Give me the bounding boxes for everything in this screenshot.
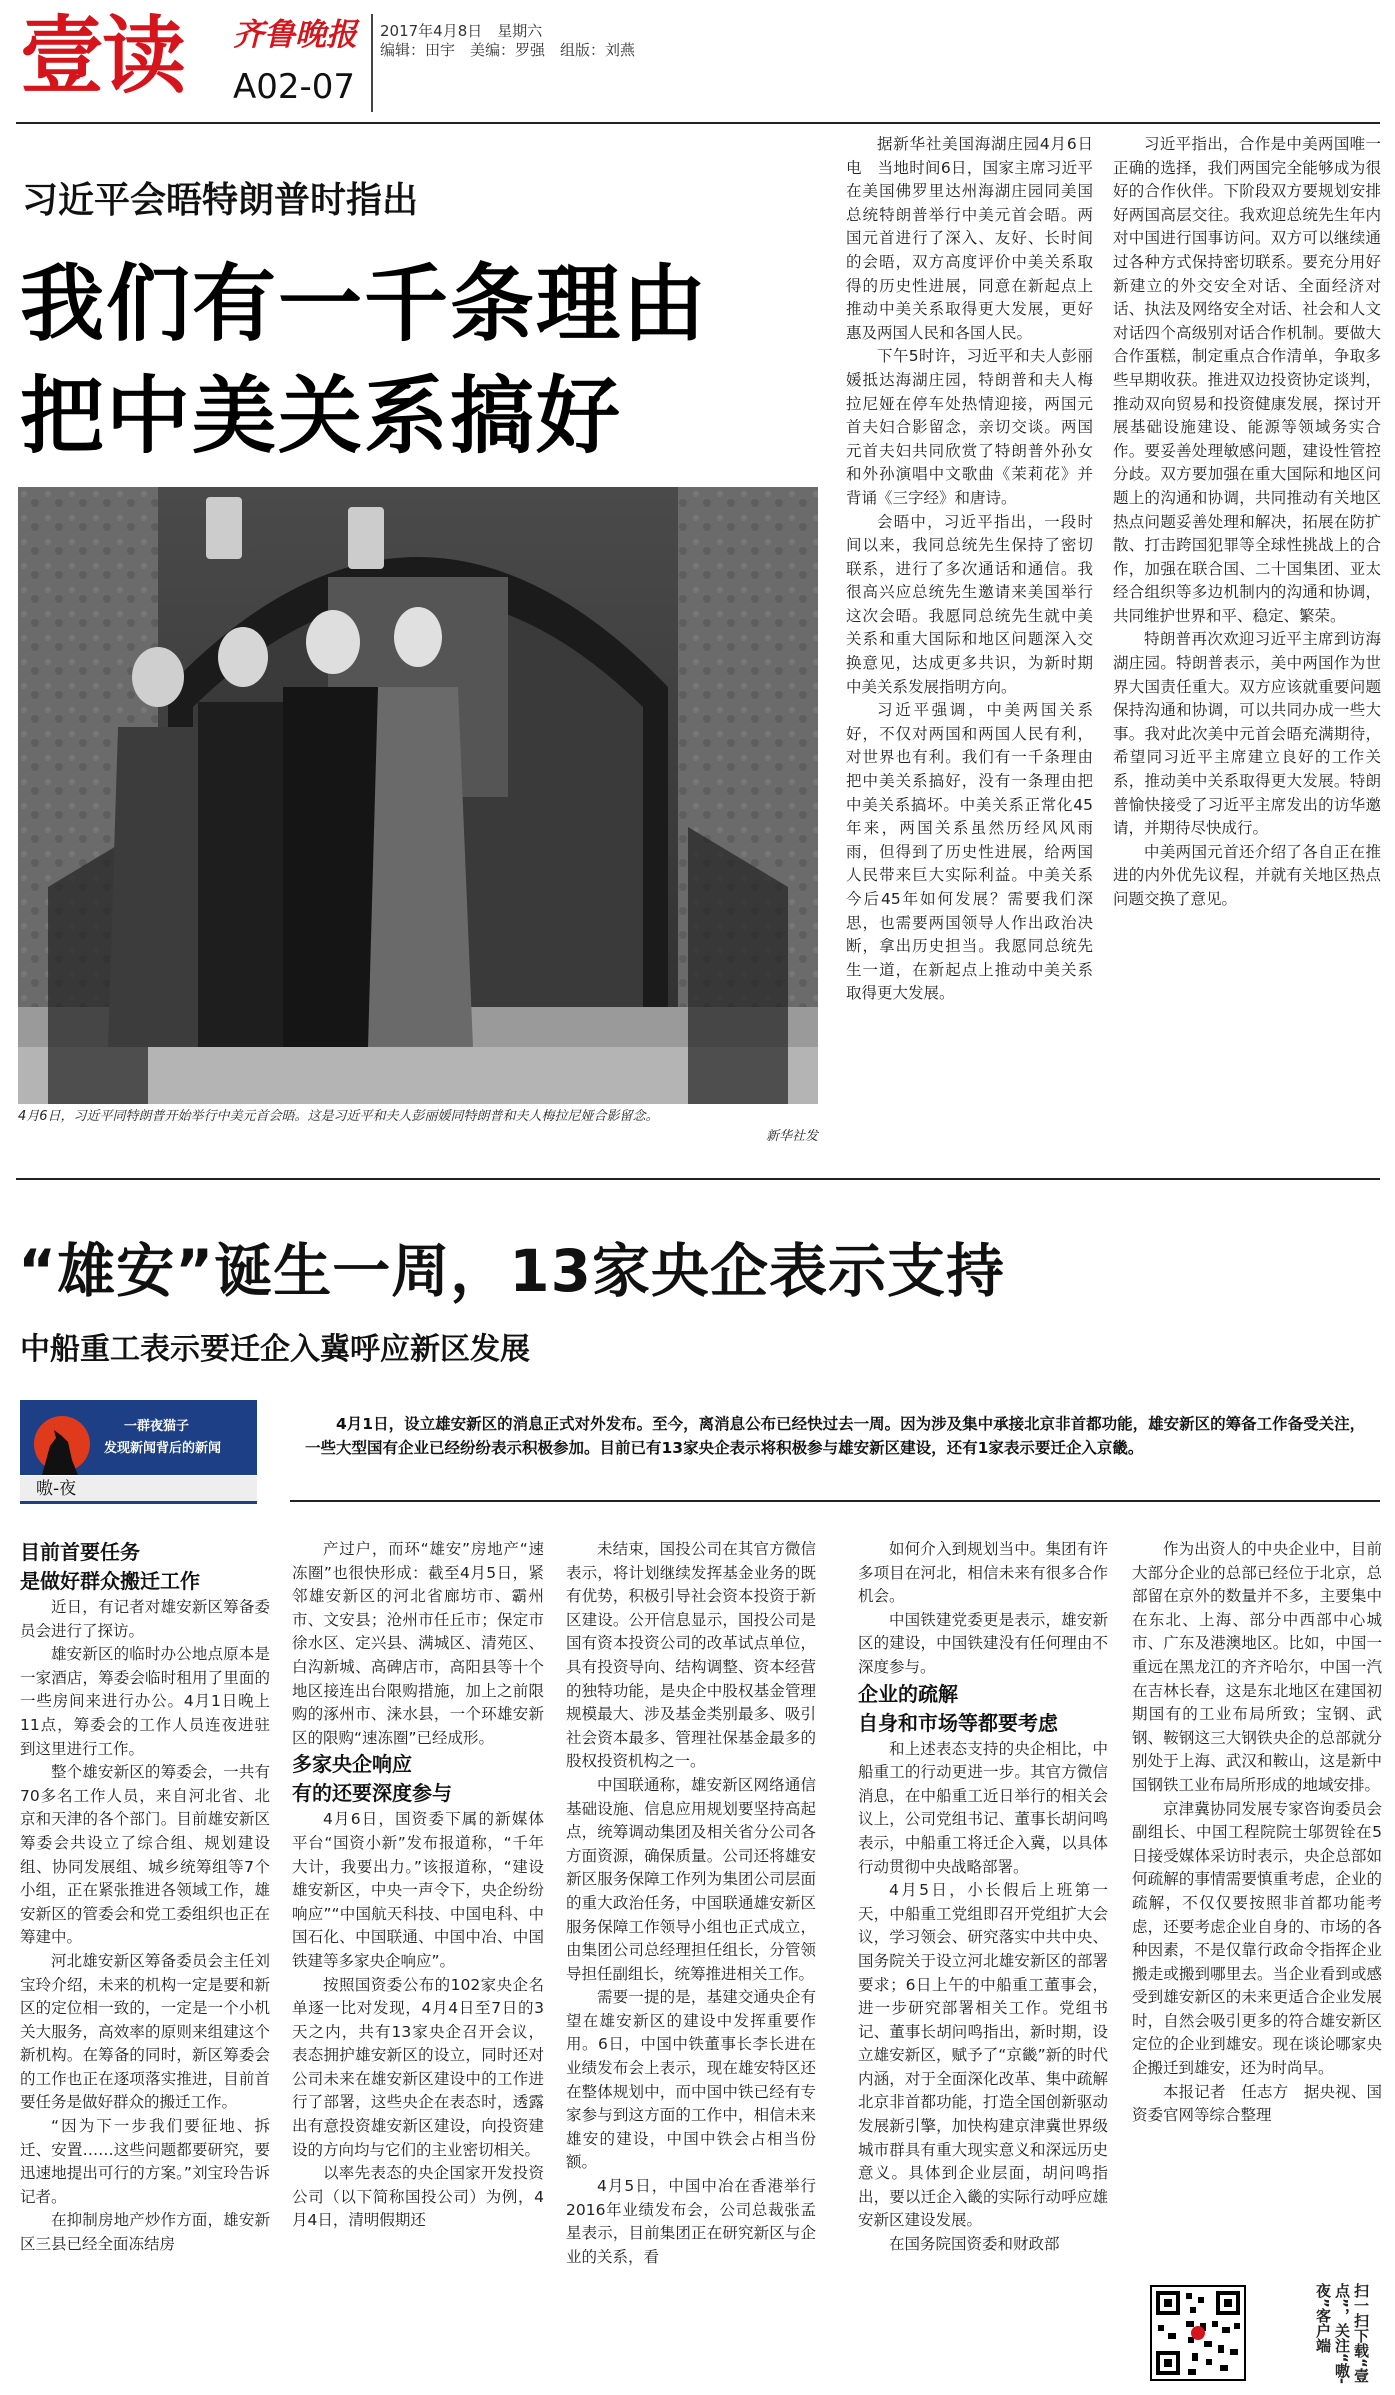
story2-intro: 4月1日，设立雄安新区的消息正式对外发布。至今，离消息公布已经快过去一周。因为涉及集中承接北京非首都功能，雄安新区的筹备工作备受关注，一些大型国有企业已经纷纷表示积极参加。目前已有13家央企表示将积极参与雄安新区建设，还有1家表示要迁企入京畿。: [305, 1415, 1366, 1457]
masthead-rule: [16, 122, 1380, 124]
paragraph: 产过户，而环“雄安”房地产“速冻圈”也很快形成：截至4月5日，紧邻雄安新区的河北省廊坊市、霸州市、文安县；沧州市任丘市；保定市徐水区、定兴县、满城区、清苑区、白沟新城、高碑店市，高阳县等十个地区接连出台限购措施，加上之前限购的涿州市、涞水县，一个环雄安新区的限购“速冻圈”已经成形。: [292, 1540, 544, 1747]
paragraph: 未结束，国投公司在其官方微信表示，将计划继续发挥基金业务的既有优势，积极引导社会资本投资于新区建设。公开信息显示，国投公司是国有资本投资公司的改革试点单位，具有投资导向、结构调整、资本经营的独特功能，是央企中股权基金管理规模最大、涉及基金类别最多、吸引社会资本最多、管理社保基金最多的股权投资机构之一。: [566, 1540, 816, 1771]
paragraph: 按照国资委公布的102家央企名单逐一比对发现，4月4日至7日的3天之内，共有13家央企召开会议，表态拥护雄安新区的设立，同时还对公司未来在雄安新区建设中的工作进行了部署，这些央企在表态时，透露出有意投资雄安新区建设，向投资建设的方向均与它们的主业密切相关。: [292, 1975, 544, 2159]
paragraph: 近日，有记者对雄安新区筹备委员会进行了探访。: [20, 1598, 270, 1640]
thumb-banner-text-2: 发现新闻背后的新闻: [104, 1441, 222, 1456]
paragraph: 中国铁建党委更是表示，雄安新区的建设，中国铁建没有任何理由不深度参与。: [858, 1610, 1108, 1676]
paragraph: 4月5日，小长假后上班第一天，中船重工党组即召开党组扩大会议，学习领会、研究落实中共中央、国务院关于设立河北雄安新区的部署要求；6日上午的中船重工董事会，进一步研究部署相关工作。党组书记、董事长胡问鸣指出，新时期，设立雄安新区，赋予了“京畿”新的时代内涵，对于全面深化改革、集中疏解北京非首都功能，打造全国创新驱动发展新引擎，加快构建京津冀世界级城市群具有重大现实意义和深远历史意义。具体到企业层面，胡问鸣指出，要以迁企入畿的实际行动呼应雄安新区建设发展。: [858, 1881, 1108, 2230]
paragraph: 作为出资人的中央企业中，目前大部分企业的总部已经位于北京，总部留在京外的数量并不多，主要集中在东北、上海、部分中西部中心城市、广东及港澳地区。比如，中国一重远在黑龙江的齐齐哈尔，中国一汽在吉林长春，这是东北地区在建国初期国有的工业布局所致；宝钢、武钢、鞍钢这三大钢铁央企的总部就分别处于上海、武汉和鞍山，这是新中国钢铁工业布局所形成的地域安排。: [1132, 1540, 1382, 1794]
intro-rule: [290, 1500, 1380, 1502]
photo-source: 新华社发: [765, 1129, 818, 1144]
column-logo-thumbnail: [20, 1400, 257, 1475]
paragraph: 习近平指出，合作是中美两国唯一正确的选择，我们两国完全能够成为很好的合作伙伴。下阶段双方要规划安排好两国高层交往。我欢迎总统先生年内对中国进行国事访问。双方可以继续通过各种方式保持密切联系。要充分用好新建立的外交安全对话、全面经济对话、执法及网络安全对话、社会和人文对话四个高级别对话合作机制。要做大合作蛋糕，制定重点合作清单，争取多些早期收获。推进双边投资协定谈判，推动双向贸易和投资健康发展，探讨开展基础设施建设、能源等领域务实合作。要妥善处理敏感问题，建设性管控分歧。双方要加强在重大国际和地区问题上的沟通和协调，共同推动有关地区热点问题妥善处理和解决，拓展在防扩散、打击跨国犯罪等全球性挑战上的合作，加强在联合国、二十国集团、亚太经合组织等多边机制内的沟通和协调，共同维护世界和平、稳定、繁荣。: [1113, 135, 1381, 625]
paragraph: 雄安新区的临时办公地点原本是一家酒店，筹委会临时租用了里面的一些房间来进行办公。4月1日晚上11点，筹委会的工作人员连夜进驻到这里进行工作。: [20, 1645, 270, 1758]
story2-column-2: [292, 1538, 544, 2233]
paragraph: 以率先表态的央企国家开发投资公司（以下简称国投公司）为例，4月4日，清明假期还: [292, 2164, 544, 2230]
story2-headline: “雄安”诞生一周，13家央企表示支持: [18, 1237, 1005, 1305]
paragraph: 下午5时许，习近平和夫人彭丽媛抵达海湖庄园，特朗普和夫人梅拉尼娅在停车处热情迎接，两国元首夫妇合影留念，亲切交谈。两国元首夫妇共同欣赏了特朗普外孙女和外孙演唱中文歌曲《茉莉花》并背诵《三字经》和唐诗。: [846, 347, 1093, 507]
section-heading: 目前首要任务: [20, 1540, 140, 1564]
paragraph: 据新华社美国海湖庄园4月6日电 当地时间6日，国家主席习近平在美国佛罗里达州海湖庄园同美国总统特朗普举行中美元首会晤。两国元首进行了深入、友好、长时间的会晤，双方高度评价中美关系取得的历史性进展，同意在新起点上推动中美关系取得更大发展，更好惠及两国人民和各国人民。: [846, 135, 1093, 342]
paragraph: 特朗普再次欢迎习近平主席到访海湖庄园。特朗普表示，美中两国作为世界大国责任重大。双方应该就重要问题保持沟通和协调，可以共同办成一些大事。我对此次美中元首会晤充满期待，希望同习近平主席建立良好的工作关系，推动美中关系取得更大发展。特朗普愉快接受了习近平主席发出的访华邀请，并期待尽快成行。: [1113, 630, 1381, 838]
story1-kicker: 习近平会晤特朗普时指出: [22, 180, 419, 221]
section-divider-rule: [16, 1178, 1380, 1180]
wolf-moon-icon: [20, 1400, 257, 1475]
paragraph: 整个雄安新区的筹委会，一共有70多名工作人员，来自河北省、北京和天津的各个部门。目前雄安新区筹委会共设立了综合组、规划建设组、协同发展组、城乡统筹组等7个小组，正在紧张推进各领域工作，雄安新区的管委会和党工委组织也正在筹建中。: [20, 1763, 270, 1947]
section-heading: 有的还要深度参与: [292, 1781, 452, 1806]
paragraph: 中美两国元首还介绍了各自正在推进的内外优先议程，并就有关地区热点问题交换了意见。: [1113, 842, 1381, 908]
qr-prompt-text: 扫一扫下载“壹点”，关注“嗷-夜”客户端: [1314, 2283, 1370, 2384]
date-line: 2017年4月8日 星期六: [380, 22, 543, 40]
story1-headline-line1: 我们有一千条理由: [20, 255, 709, 353]
story2-column-1: [20, 1538, 270, 2257]
story1-photo-caption: [18, 1107, 818, 1147]
paragraph: 习近平强调，中美两国关系好，不仅对两国和两国人民有利，对世界也有利。我们有一千条理由把中美关系搞好，没有一条理由把中美关系搞坏。中美关系正常化45年来，两国关系虽然历经风风雨雨，但得到了历史性进展，给两国人民带来巨大实际利益。中美关系今后45年如何发展？需要我们深思，也需要两国领导人作出政治决断，拿出历史担当。我愿同总统先生一道，在新起点上推动中美关系取得更大发展。: [846, 701, 1093, 1003]
page-number: A02-07: [233, 67, 356, 107]
story2-subhead: 中船重工表示要迁企入冀呼应新区发展: [20, 1332, 530, 1367]
story2-column-4: [858, 1538, 1108, 2257]
qr-code[interactable]: [1150, 2285, 1246, 2381]
paragraph: 京津冀协同发展专家咨询委员会副组长、中国工程院院士邬贺铨在5日接受媒体采访时表示，央企总部如何疏解的事情需要慎重考虑，企业的疏解，不仅仅要按照非首都功能考虑，还要考虑企业自身的、市场的各种因素，不是仅靠行政命令指挥企业搬走或搬到哪里去。当企业看到或感受到雄安新区的未来更适合企业发展时，自然会吸引更多的符合雄安新区定位的企业到雄安。现在谈论哪家央企搬迁到雄安，还为时尚早。: [1132, 1799, 1382, 2078]
paragraph: 和上述表态支持的央企相比，中船重工的行动更进一步。其官方微信消息，在中船重工近日举行的相关会议上，公司党组书记、董事长胡问鸣表示，中船重工将迁企入冀，以具体行动贯彻中央战略部署。: [858, 1739, 1108, 1876]
credits-line: 编辑：田宇 美编：罗强 组版：刘燕: [380, 41, 636, 59]
paragraph: 河北雄安新区筹备委员会主任刘宝玲介绍，未来的机构一定是要和新区的定位相一致的，一定是一个小机关大服务，高效率的原则来组建这个新机构。在筹备的同时，新区筹委会的工作也正在逐项落实推进，目前首要任务是做好群众的搬迁工作。: [20, 1951, 270, 2112]
column-label: 嗷-夜: [20, 1476, 257, 1503]
paragraph: 需要一提的是，基建交通央企有望在雄安新区的建设中发挥重要作用。6日，中国中铁董事长李长进在业绩发布会上表示，现在雄安特区还在整体规划中，而中国中铁已经有专家参与到这方面的工作中，相信未来雄安的建设，中国中铁会占相当份额。: [566, 1988, 816, 2172]
paragraph: 在国务院国资委和财政部: [889, 2235, 1060, 2254]
story1-headline: [20, 248, 850, 472]
qr-code-icon: [1152, 2287, 1244, 2379]
paper-name-logo: 齐鲁晚报: [233, 17, 357, 53]
paragraph: 本报记者 任志方 据央视、国资委官网等综合整理: [1132, 2082, 1382, 2125]
paragraph: 中国联通称，雄安新区网络通信基础设施、信息应用规划要坚持高起点，统筹调动集团及相关省分公司各方面资源，确保质量。公司还将雄安新区服务保障工作列为集团公司层面的重大政治任务，中国联通雄安新区服务保障工作领导小组也正式成立，由集团公司总经理担任组长，分管领导担任副组长，统筹推进相关工作。: [566, 1775, 816, 1983]
paragraph: 4月6日，国资委下属的新媒体平台“国资小新”发布报道称，“千年大计，我要出力。”该报道称，“建设雄安新区，中央一声令下，央企纷纷响应”“中国航天科技、中国电科、中国石化、中国联通、中国中冶、中国铁建等多家央企响应”。: [292, 1810, 544, 1970]
story1-column-1: [846, 133, 1093, 1006]
section-heading: 企业的疏解: [858, 1681, 958, 1706]
photo-caption-text: 4月6日，习近平同特朗普开始举行中美元首会晤。这是习近平和夫人彭丽媛同特朗普和夫人梅拉尼娅合影留念。: [18, 1109, 659, 1124]
section-heading: 自身和市场等都要考虑: [858, 1710, 1058, 1735]
thumb-underline: [20, 1501, 257, 1504]
paragraph: “因为下一步我们要征地、拆迁、安置……这些问题都要研究，要迅速地提出可行的方案。”刘宝玲告诉记者。: [20, 2117, 270, 2206]
section-heading: 多家央企响应: [292, 1752, 412, 1777]
paragraph: 在抑制房地产炒作方面，雄安新区三县已经全面冻结房: [20, 2211, 270, 2254]
story1-column-2: [1113, 133, 1381, 912]
paragraph: 如何介入到规划当中。集团有许多项目在河北，相信未来有很多合作机会。: [858, 1540, 1108, 1606]
thumb-banner-text: 一群夜猫子: [124, 1419, 190, 1434]
paragraph: 4月5日，中国中冶在香港举行2016年业绩发布会，公司总裁张孟星表示，目前集团正在研究新区与企业的关系，看: [566, 2177, 816, 2266]
story2-column-3: [566, 1538, 816, 2269]
news-photo-illustration: [18, 487, 818, 1104]
section-title: 壹读: [20, 6, 185, 105]
story1-photo: [18, 487, 818, 1104]
story1-headline-line2: 把中美关系搞好: [20, 367, 623, 465]
section-heading: 是做好群众搬迁工作: [20, 1569, 200, 1593]
paragraph: 会晤中，习近平指出，一段时间以来，我同总统先生保持了密切联系，进行了多次通话和通信。我很高兴应总统先生邀请来美国举行这次会晤。我愿同总统先生就中美关系和重大国际和地区问题深入交换意见，达成更多共识，为新时期中美关系发展指明方向。: [846, 512, 1093, 696]
story2-column-5: [1132, 1538, 1382, 2128]
masthead-divider: [371, 14, 373, 112]
